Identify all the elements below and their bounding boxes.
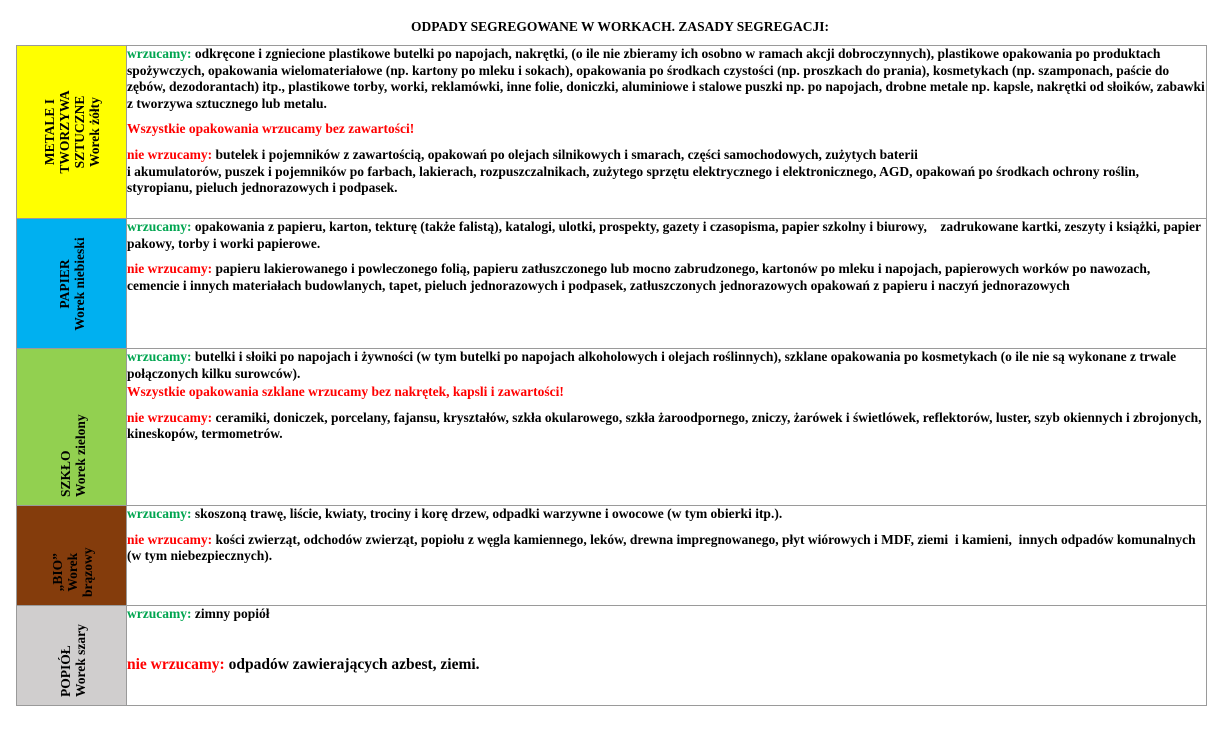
rules-cell (127, 349, 1207, 506)
reject-paragraph (127, 147, 1206, 197)
bag-cell-blue (17, 219, 127, 349)
table-row-metals-plastics (17, 46, 1207, 219)
reject-text: ceramiki, doniczek, porcelany, fajansu, kryształów, szkła okularowego, szkła żaroodpornego, zniczy, żarówek i świetlówek, reflektorów, luster, szyb okiennych i zbrojonych, kineskopów, termometrów. (127, 409, 1202, 442)
accept-label: wrzucamy: (127, 606, 192, 621)
accept-text: zimny popiół (194, 606, 270, 621)
bag-color-name: Worek żółty (86, 97, 102, 167)
reject-label: nie wrzucamy: (127, 409, 213, 425)
reject-text: odpadów zawierających azbest, ziemi. (228, 655, 480, 673)
page-title: ODPADY SEGREGOWANE W WORKACH. ZASADY SEGREGACJI: (410, 19, 830, 34)
bag-color-name: Worek szary (72, 624, 88, 697)
reject-label: nie wrzucamy: (127, 655, 225, 673)
accept-text: odkręcone i zgniecione plastikowe butelki po napojach, nakrętki, (o ile nie zbieramy ich osobno w ramach akcji dobroczynnych), plastikowe opakowania po produktach spożywczych, opakowania wielomateriałowe (np. kartony po mleku i sokach), opakowania po środkach czystości (np. proszkach do prania), kosmetykach (np. szamponach, paście do zębów, dezodorantach) itp., plastikowe torby, worki, reklamówki, inne folie, doniczki, aluminiowe i stalowe puszki np. po napojach, drobne metale np. kapsle, nakrętki od słoików, zabawki z tworzywa sztucznego lub metalu. (127, 46, 1205, 111)
bag-label (42, 90, 102, 173)
bag-color-name: Worek niebieski (71, 236, 87, 331)
reject-label: nie wrzucamy: (127, 261, 213, 277)
bag-category-line: METALE I (41, 98, 57, 166)
reject-label: nie wrzucamy: (127, 146, 213, 162)
accept-paragraph (127, 46, 1206, 112)
accept-text: butelki i słoiki po napojach i żywności (w tym butelki po napojach alkoholowych i olejach roślinnych), szklane opakowania po kosmetykach (o ile nie są wykonane z trwale połączonych kilku surowców). (127, 349, 1177, 381)
reject-paragraph (127, 532, 1206, 565)
bag-cell-brown (17, 506, 127, 606)
bag-label (57, 237, 87, 330)
accept-label: wrzucamy: (127, 219, 192, 234)
table-row-ash (17, 606, 1207, 706)
accept-text: opakowania z papieru, karton, tekturę (także falistą), katalogi, ulotki, prospekty, gazety i czasopisma, papier szkolny i biurowy, zadrukowane kartki, zeszyty i książki, papier pakowy, torby i worki papierowe. (127, 219, 1205, 251)
bag-cell-gray (17, 606, 127, 706)
segregation-rules-table (16, 45, 1207, 706)
bag-category-line: PAPIER (56, 258, 72, 309)
bag-cell-yellow (17, 46, 127, 219)
reject-text-continued: i akumulatorów, puszek i pojemników po farbach, lakierach, rozpuszczalnikach, zużytego sprzętu elektrycznego i elektronicznego, AGD, opakowań po środkach ochrony roślin, styropianu, pieluch jednorazowych i podpasek. (127, 163, 1140, 196)
rules-cell (127, 46, 1207, 219)
reject-paragraph (127, 655, 1206, 674)
accept-text: skoszoną trawę, liście, kwiaty, trociny i korę drzew, odpadki warzywne i owocowe (w tym obierki itp.). (194, 506, 783, 521)
table-row-glass (17, 349, 1207, 506)
table-row-bio (17, 506, 1207, 606)
bag-category-line: SZKŁO (57, 450, 73, 497)
accept-label: wrzucamy: (127, 349, 192, 364)
bag-cell-green (17, 349, 127, 506)
bag-color-name: brązowy (79, 547, 95, 597)
reject-label: nie wrzucamy: (127, 531, 213, 547)
bag-category-line: TWORZYWA (56, 90, 72, 174)
accept-paragraph (127, 219, 1206, 252)
accept-paragraph (127, 349, 1206, 382)
bag-category-line: „BIO” (49, 553, 65, 592)
accept-label: wrzucamy: (127, 506, 192, 521)
rules-cell (127, 219, 1207, 349)
rules-cell (127, 506, 1207, 606)
table-row-paper (17, 219, 1207, 349)
accept-paragraph (127, 506, 1206, 523)
reject-text: kości zwierząt, odchodów zwierząt, popiołu z węgla kamiennego, leków, drewna impregnowanego, płyt wiórowych i MDF, ziemi i kamieni, innych odpadów komunalnych (w tym niebezpiecznych). (127, 531, 1200, 564)
warning-text: Wszystkie opakowania wrzucamy bez zawartości! (127, 121, 415, 137)
reject-paragraph (127, 410, 1206, 443)
reject-text: butelek i pojemników z zawartością, opakowań po olejach silnikowych i smarach, części samochodowych, zużytych baterii (215, 146, 918, 162)
bag-category-line: POPIÓŁ (57, 645, 73, 697)
bag-color-name: Worek (64, 552, 80, 592)
reject-text: papieru lakierowanego i powleczonego folią, papieru zatłuszczonego lub mocno zabrudzonego, kartonów po mleku i napojach, papierowych worków po nawozach, cemencie i innych materiałach budowlanych, tapet, pieluch jednorazowych i podpasek, zatłuszczonych jednorazowych opakowań z papieru i naczyń jednorazowych (127, 261, 1151, 293)
accept-paragraph (127, 606, 1206, 623)
bag-color-name: Worek zielony (72, 414, 88, 497)
warning-text: Wszystkie opakowania szklane wrzucamy bez nakrętek, kapsli i zawartości! (127, 384, 564, 400)
rules-cell (127, 606, 1207, 706)
bag-category-line: SZTUCZNE (71, 95, 87, 169)
reject-paragraph (127, 261, 1206, 294)
accept-label: wrzucamy: (127, 46, 192, 61)
